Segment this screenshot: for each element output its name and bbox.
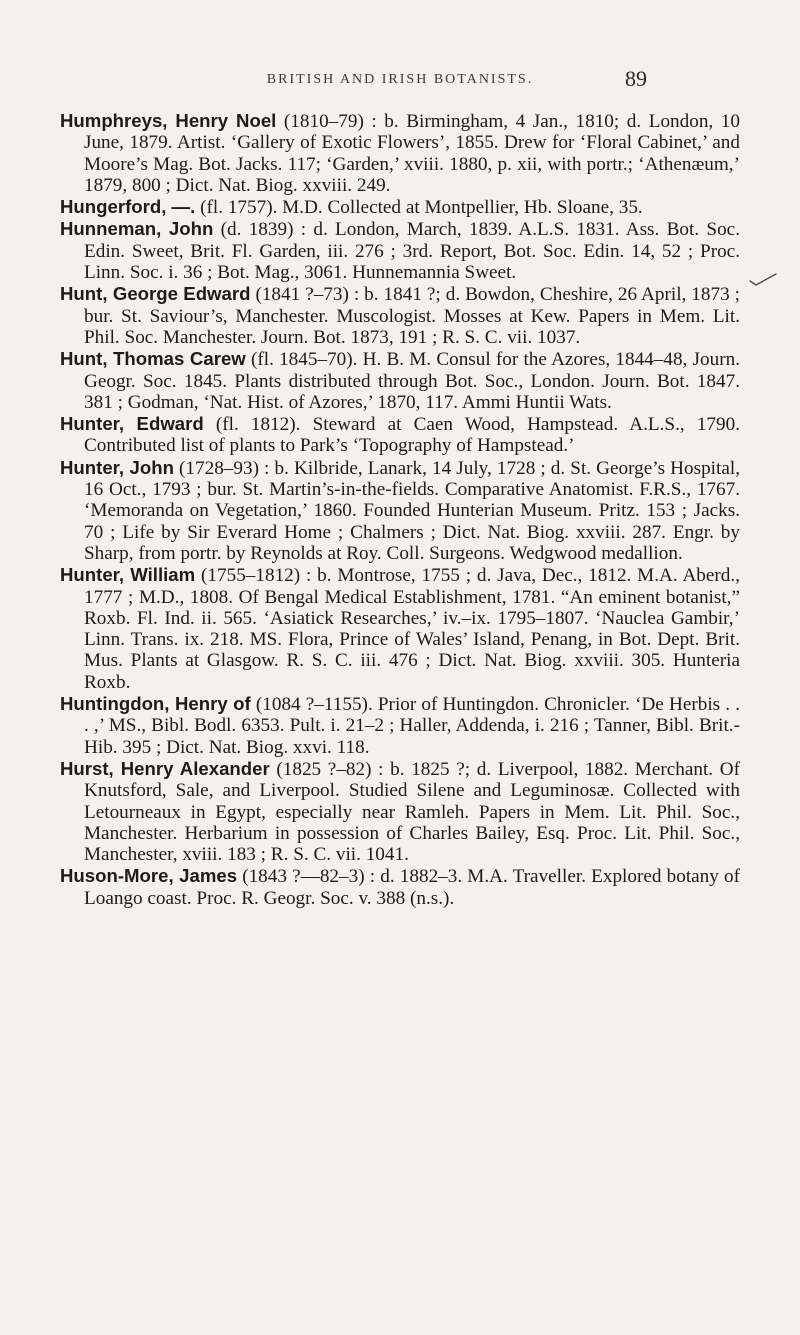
pencil-check-mark-icon xyxy=(748,272,778,288)
entry-text: (1841 ?–73) : b. 1841 ?; d. Bowdon, Cheshire, 26 April, 1873 ; bur. St. Saviour’s, Manchester. Muscologist. Mosses at Kew. Papers in Mem. Lit. Phil. Soc. Manchester. Journ. Bot. 1873, 191 ; R. S. C. vii. 1037. xyxy=(84,284,740,348)
entry-name: Hungerford, —. xyxy=(60,196,196,218)
entry-hunt-george-edward xyxy=(60,283,740,348)
entry-name: Hunter, John xyxy=(60,456,174,478)
entry-hungerford xyxy=(60,196,740,218)
entry-name: Hunter, Edward xyxy=(60,413,204,435)
entry-text: (1810–79) : b. Birmingham, 4 Jan., 1810; d. London, 10 June, 1879. Artist. ‘Gallery of Exotic Flowers’, 1855. Drew for ‘Floral Cabinet,’ and Moore’s Mag. Bot. Jacks. 117; ‘Garden,’ xviii. 1880, p. xii, with portr.; ‘Athenæum,’ 1879, 800 ; Dict. Nat. Biog. xxviii. 249. xyxy=(84,111,740,196)
entry-name: Huntingdon, Henry of xyxy=(60,693,251,715)
entry-list xyxy=(60,110,740,909)
entry-huntingdon-henry-of xyxy=(60,693,740,758)
entry-hurst-henry-alexander xyxy=(60,758,740,865)
entry-hunter-john xyxy=(60,457,740,564)
entry-name: Huson-More, James xyxy=(60,865,238,887)
entry-name: Humphreys, Henry Noel xyxy=(60,110,277,131)
entry-text: (1843 ?—82–3) : d. 1882–3. M.A. Traveller. Explored botany of Loango coast. Proc. R. Geogr. Soc. v. 388 (n.s.). xyxy=(84,866,740,909)
page-header xyxy=(0,66,800,94)
entry-huson-more-james xyxy=(60,865,740,909)
entry-name: Hunter, William xyxy=(60,564,196,586)
entry-text: (1825 ?–82) : b. 1825 ?; d. Liverpool, 1882. Merchant. Of Knutsford, Sale, and Liverpool. Studied Silene and Leguminosæ. Collected with Letourneaux in Egypt, especially near Ramleh. Papers in Mem. Lit. Phil. Soc., Manchester. Herbarium in possession of Charles Bailey, Esq. Proc. Lit. Phil. Soc., Manchester, xviii. 183 ; R. S. C. vii. 1041. xyxy=(84,758,740,866)
entry-name: Hunt, Thomas Carew xyxy=(60,348,246,370)
entry-name: Hurst, Henry Alexander xyxy=(60,757,270,779)
entry-hunter-edward xyxy=(60,413,740,457)
entry-text: (fl. 1812). Steward at Caen Wood, Hampstead. A.L.S., 1790. Contributed list of plants to Park’s ‘Topography of Hampstead.’ xyxy=(84,414,740,457)
entry-text: (1084 ?–1155). Prior of Huntingdon. Chronicler. ‘De Herbis . . . ,’ MS., Bibl. Bodl. 6353. Pult. i. 21–2 ; Haller, Addenda, i. 216 ; Tanner, Bibl. Brit.-Hib. 395 ; Dict. Nat. Biog. xxvi. 118. xyxy=(84,694,740,758)
entry-name: Hunneman, John xyxy=(60,218,214,240)
entry-humphreys-henry-noel xyxy=(60,110,740,196)
entry-text: (fl. 1757). M.D. Collected at Montpellier, Hb. Sloane, 35. xyxy=(195,197,643,219)
entry-text: (1755–1812) : b. Montrose, 1755 ; d. Java, Dec., 1812. M.A. Aberd., 1777 ; M.D., 1808. Of Bengal Medical Establishment, 1781. “An eminent botanist,” Roxb. Fl. Ind. ii. 565. ‘Asiatick Researches,’ iv.–ix. 1795–1807. ‘Nauclea Gambir,’ Linn. Trans. ix. 218. MS. Flora, Prince of Wales’ Island, Penang, in Bot. Dept. Brit. Mus. Plants at Glasgow. R. S. C. iii. 476 ; Dict. Nat. Biog. xxviii. 305. Hunteria Roxb. xyxy=(84,565,740,693)
entry-text: (d. 1839) : d. London, March, 1839. A.L.S. 1831. Ass. Bot. Soc. Edin. Sweet, Brit. Fl. Garden, iii. 276 ; 3rd. Report, Bot. Soc. Edin. 14, 52 ; Proc. Linn. Soc. i. 36 ; Bot. Mag., 3061. Hunnemannia Sweet. xyxy=(84,219,740,284)
page-number: 89 xyxy=(625,66,647,91)
entry-name: Hunt, George Edward xyxy=(60,283,251,305)
entry-text: (1728–93) : b. Kilbride, Lanark, 14 July, 1728 ; d. St. George’s Hospital, 16 Oct., 1793 ; bur. St. Martin’s-in-the-fields. Comparative Anatomist. F.R.S., 1767. ‘Memoranda on Vegetation,’ 1860. Founded Hunterian Museum. Pritz. 153 ; Jacks. 70 ; Life by Sir Everard Home ; Chalmers ; Dict. Nat. Biog. xxviii. 287. Engr. by Sharp, from portr. by Reynolds at Roy. Coll. Surgeons. Wedgwood medallion. xyxy=(84,457,740,564)
entry-text: (fl. 1845–70). H. B. M. Consul for the Azores, 1844–48, Journ. Geogr. Soc. 1845. Plants distributed through Bot. Soc., London. Journ. Bot. 1847. 381 ; Godman, ‘Nat. Hist. of Azores,’ 1870, 117. Ammi Huntii Wats. xyxy=(84,349,740,413)
entry-hunneman-john xyxy=(60,218,740,283)
entry-hunt-thomas-carew xyxy=(60,348,740,413)
running-head: BRITISH AND IRISH BOTANISTS. xyxy=(266,72,534,87)
entry-hunter-william xyxy=(60,564,740,693)
